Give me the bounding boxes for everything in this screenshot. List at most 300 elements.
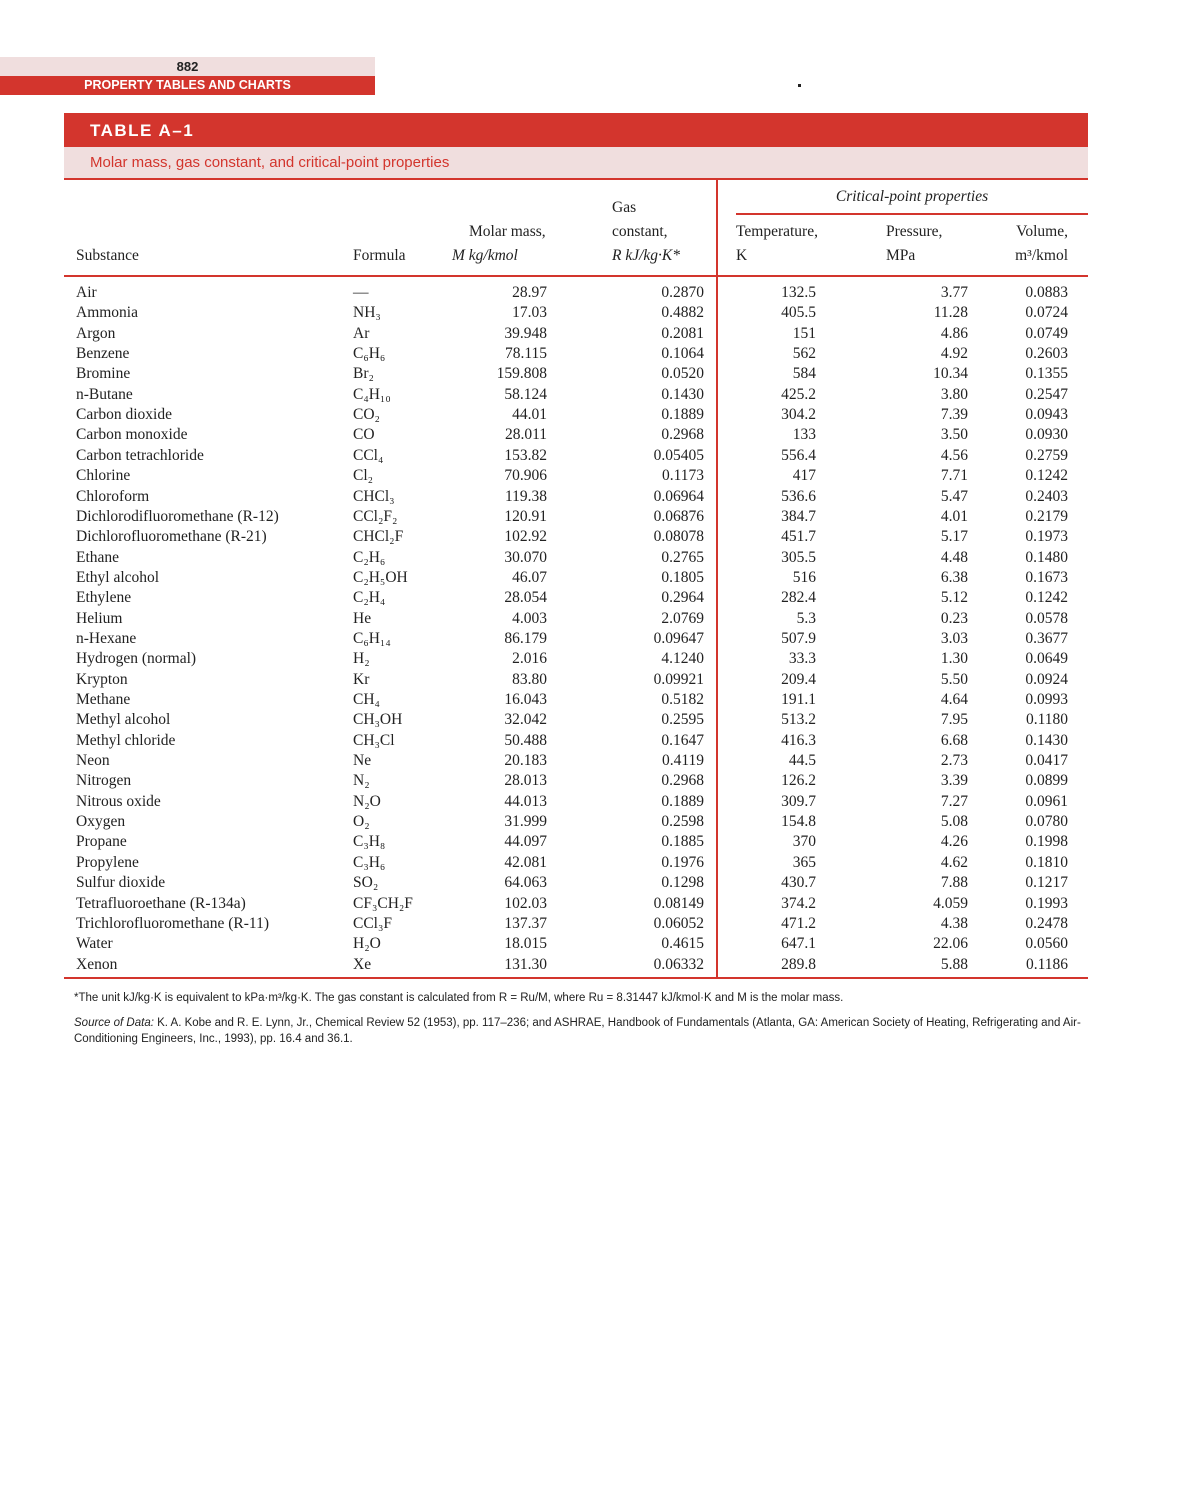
cell-temperature: 425.2 [781, 385, 816, 403]
table-row [64, 629, 1088, 649]
cell-substance: n-Butane [76, 385, 133, 403]
table-row [64, 710, 1088, 730]
cell-substance: Krypton [76, 670, 128, 688]
cell-volume: 0.0578 [1025, 609, 1068, 627]
cell-pressure: 5.08 [940, 813, 968, 831]
cell-substance: Bromine [76, 365, 131, 383]
source-note [74, 1015, 1084, 1047]
cell-volume: 0.1430 [1025, 731, 1068, 749]
table-row [64, 446, 1088, 466]
cell-volume: 0.2403 [1025, 487, 1068, 505]
cell-volume: 0.1355 [1025, 365, 1068, 383]
cell-formula: CCl₂F₂ [353, 507, 398, 525]
cell-temperature: 132.5 [781, 284, 816, 301]
cell-temperature: 430.7 [781, 874, 816, 892]
cell-molar-mass: 58.124 [504, 385, 547, 403]
cell-gas-constant: 0.1298 [661, 874, 704, 892]
cell-pressure: 4.86 [940, 324, 968, 342]
unit-note: *The unit kJ/kg·K is equivalent to kPa·m³/kg·K. The gas constant is calculated from R = Ru/M, where Ru = 8.31447 kJ/kmol·K and M is the molar mass. [74, 992, 844, 1004]
table-row [64, 792, 1088, 812]
cell-pressure: 22.06 [933, 935, 968, 953]
cell-substance: Oxygen [76, 813, 126, 831]
cell-formula: C₂H₅OH [353, 568, 408, 586]
cell-molar-mass: 83.80 [512, 670, 547, 688]
cell-formula: CHCl₂F [353, 528, 404, 546]
cell-temperature: 647.1 [781, 935, 816, 953]
cell-substance: Benzene [76, 345, 130, 363]
cell-pressure: 3.50 [940, 426, 968, 444]
cell-substance: Propane [76, 833, 127, 851]
cell-volume: 0.1180 [1025, 711, 1068, 729]
cell-gas-constant: 0.1647 [661, 731, 704, 749]
cell-substance: Argon [76, 324, 116, 342]
table-row [64, 649, 1088, 669]
cell-gas-constant: 0.1064 [661, 345, 704, 363]
table-row [64, 873, 1088, 893]
source-label: Source of Data: [74, 1017, 154, 1029]
cell-pressure: 4.92 [940, 345, 968, 363]
cell-gas-constant: 0.1976 [661, 853, 704, 871]
cell-temperature: 289.8 [781, 955, 816, 973]
table-row [64, 853, 1088, 873]
cell-formula: He [353, 609, 372, 627]
cell-volume: 0.0883 [1025, 284, 1068, 301]
table-row [64, 832, 1088, 852]
cell-substance: Methyl chloride [76, 731, 176, 749]
cell-molar-mass: 42.081 [504, 853, 547, 871]
table-row [64, 731, 1088, 751]
cell-substance: Propylene [76, 853, 139, 871]
cell-temperature: 417 [792, 467, 816, 485]
table-row [64, 914, 1088, 934]
cell-volume: 0.1998 [1025, 833, 1068, 851]
cell-gas-constant: 0.5182 [661, 691, 704, 708]
cell-formula: CCl₄ [353, 446, 384, 464]
cell-gas-constant: 0.06332 [653, 955, 704, 973]
cell-formula: Xe [353, 955, 372, 973]
cell-pressure: 4.01 [940, 507, 968, 525]
cell-pressure: 7.27 [940, 792, 968, 810]
cell-gas-constant: 4.1240 [661, 650, 704, 668]
cell-pressure: 6.68 [940, 731, 968, 749]
cell-substance: Chlorine [76, 467, 131, 485]
cell-gas-constant: 0.1430 [661, 385, 704, 403]
cell-temperature: 304.2 [781, 406, 816, 424]
cell-molar-mass: 64.063 [504, 874, 547, 892]
table-row [64, 690, 1088, 710]
cell-pressure: 4.059 [933, 894, 968, 912]
cell-volume: 0.0417 [1025, 752, 1068, 770]
cell-formula: NH₃ [353, 304, 381, 322]
cell-molar-mass: 39.948 [504, 324, 547, 342]
cell-temperature: 374.2 [781, 894, 816, 912]
cell-gas-constant: 0.4882 [661, 304, 704, 322]
cell-temperature: 451.7 [781, 528, 816, 546]
cell-molar-mass: 159.808 [496, 365, 547, 383]
cell-molar-mass: 86.179 [504, 629, 547, 647]
cell-substance: Ethane [76, 548, 120, 566]
cell-substance: Sulfur dioxide [76, 874, 166, 892]
cell-substance: Ethyl alcohol [76, 568, 160, 586]
cell-volume: 0.1242 [1025, 467, 1068, 485]
cell-molar-mass: 16.043 [504, 691, 547, 708]
cell-formula: H₂ [353, 650, 370, 668]
cell-volume: 0.0993 [1025, 691, 1068, 708]
cell-substance: Carbon tetrachloride [76, 446, 204, 464]
cell-molar-mass: 119.38 [504, 487, 547, 505]
cell-gas-constant: 0.2598 [661, 813, 704, 831]
cell-formula: Cl₂ [353, 467, 374, 485]
cell-volume: 0.0924 [1025, 670, 1068, 688]
cell-temperature: 365 [792, 853, 816, 871]
cell-substance: Nitrous oxide [76, 792, 161, 810]
cell-volume: 0.1810 [1025, 853, 1068, 871]
cell-gas-constant: 0.1885 [661, 833, 704, 851]
column-divider [716, 180, 718, 275]
property-table [64, 113, 1088, 979]
cell-temperature: 471.2 [781, 914, 816, 932]
cell-formula: O₂ [353, 813, 370, 831]
cell-volume: 0.2547 [1025, 385, 1068, 403]
cell-substance: Dichlorodifluoromethane (R-12) [76, 507, 279, 525]
cell-volume: 0.1242 [1025, 589, 1068, 607]
cell-formula: C₆H₆ [353, 345, 386, 363]
cell-formula: C₂H₆ [353, 548, 386, 566]
cell-temperature: 309.7 [781, 792, 816, 810]
cell-formula: — [353, 284, 369, 301]
cell-temperature: 405.5 [781, 304, 816, 322]
cell-temperature: 191.1 [781, 691, 816, 708]
cell-formula: CO₂ [353, 406, 380, 424]
cell-formula: H₂O [353, 935, 381, 953]
cell-formula: C₃H₈ [353, 833, 386, 851]
table-row [64, 527, 1088, 547]
cell-gas-constant: 0.05405 [653, 446, 704, 464]
cell-gas-constant: 0.2081 [661, 324, 704, 342]
cell-molar-mass: 28.011 [504, 426, 547, 444]
cell-molar-mass: 131.30 [504, 955, 547, 973]
cell-substance: Carbon monoxide [76, 426, 188, 444]
cell-molar-mass: 18.015 [504, 935, 547, 953]
cell-gas-constant: 0.06876 [653, 507, 704, 525]
cell-substance: Carbon dioxide [76, 406, 172, 424]
cell-gas-constant: 0.08149 [653, 894, 704, 912]
cell-substance: Helium [76, 609, 123, 627]
cell-molar-mass: 137.37 [504, 914, 547, 932]
cell-pressure: 5.17 [940, 528, 968, 546]
cell-pressure: 4.56 [940, 446, 968, 464]
header-gas-2: constant, [612, 223, 668, 240]
cell-gas-constant: 0.1889 [661, 792, 704, 810]
cell-pressure: 2.73 [940, 752, 968, 770]
cell-temperature: 133 [792, 426, 816, 444]
cell-volume: 0.2603 [1025, 345, 1068, 363]
cell-pressure: 3.03 [940, 629, 968, 647]
cell-formula: Kr [353, 670, 370, 688]
cell-pressure: 5.47 [940, 487, 968, 505]
cell-formula: C₄H₁₀ [353, 385, 391, 403]
cell-substance: Xenon [76, 955, 118, 973]
cell-molar-mass: 70.906 [504, 467, 547, 485]
cell-temperature: 507.9 [781, 629, 816, 647]
column-headers [64, 180, 1088, 277]
cell-gas-constant: 0.4119 [661, 752, 704, 770]
table-row [64, 303, 1088, 323]
table-title: TABLE A–1 [64, 113, 1088, 147]
cell-gas-constant: 0.2968 [661, 426, 704, 444]
table-row [64, 344, 1088, 364]
cell-substance: Nitrogen [76, 772, 132, 790]
cell-substance: Methyl alcohol [76, 711, 171, 729]
cell-pressure: 7.95 [940, 711, 968, 729]
cell-formula: CH₃OH [353, 711, 403, 729]
cell-pressure: 3.39 [940, 772, 968, 790]
cell-molar-mass: 46.07 [512, 568, 547, 586]
table-row [64, 934, 1088, 954]
table-row [64, 507, 1088, 527]
critical-header-rule [736, 213, 1088, 215]
cell-gas-constant: 0.2968 [661, 772, 704, 790]
table-row [64, 771, 1088, 791]
cell-gas-constant: 0.06964 [653, 487, 704, 505]
dot-mark [798, 84, 801, 87]
cell-gas-constant: 0.1889 [661, 406, 704, 424]
cell-volume: 0.0560 [1025, 935, 1068, 953]
cell-temperature: 5.3 [796, 609, 816, 627]
cell-formula: CHCl₃ [353, 487, 395, 505]
cell-molar-mass: 2.016 [512, 650, 547, 668]
cell-substance: Dichlorofluoromethane (R-21) [76, 528, 267, 546]
cell-volume: 0.1993 [1025, 894, 1068, 912]
cell-gas-constant: 0.06052 [653, 914, 704, 932]
table-row [64, 405, 1088, 425]
cell-molar-mass: 28.013 [504, 772, 547, 790]
cell-pressure: 3.80 [940, 385, 968, 403]
cell-volume: 0.1673 [1025, 568, 1068, 586]
cell-pressure: 7.88 [940, 874, 968, 892]
cell-molar-mass: 20.183 [504, 752, 547, 770]
cell-pressure: 10.34 [933, 365, 968, 383]
footnotes [74, 990, 1084, 1056]
cell-formula: C₆H₁₄ [353, 629, 391, 647]
cell-temperature: 151 [792, 324, 816, 342]
table-row [64, 955, 1088, 975]
cell-volume: 0.1973 [1025, 528, 1068, 546]
cell-formula: Ne [353, 752, 372, 770]
cell-gas-constant: 2.0769 [661, 609, 704, 627]
cell-gas-constant: 0.4615 [661, 935, 704, 953]
cell-molar-mass: 4.003 [512, 609, 547, 627]
cell-molar-mass: 44.013 [504, 792, 547, 810]
cell-molar-mass: 44.01 [512, 406, 547, 424]
cell-temperature: 305.5 [781, 548, 816, 566]
cell-substance: Tetrafluoroethane (R-134a) [76, 894, 246, 912]
cell-volume: 0.0930 [1025, 426, 1068, 444]
cell-volume: 0.2179 [1025, 507, 1068, 525]
cell-molar-mass: 78.115 [504, 345, 547, 363]
cell-temperature: 536.6 [781, 487, 816, 505]
cell-substance: Air [76, 284, 97, 301]
cell-molar-mass: 28.97 [512, 284, 547, 301]
cell-volume: 0.0749 [1025, 324, 1068, 342]
header-molar-mass-1: Molar mass, [469, 223, 546, 240]
cell-temperature: 416.3 [781, 731, 816, 749]
cell-formula: Br₂ [353, 365, 374, 383]
cell-substance: Neon [76, 752, 110, 770]
cell-temperature: 556.4 [781, 446, 816, 464]
cell-pressure: 5.12 [940, 589, 968, 607]
cell-molar-mass: 32.042 [504, 711, 547, 729]
cell-temperature: 154.8 [781, 813, 816, 831]
table-row [64, 609, 1088, 629]
table-row [64, 751, 1088, 771]
cell-volume: 0.2759 [1025, 446, 1068, 464]
cell-volume: 0.0780 [1025, 813, 1068, 831]
table-row [64, 812, 1088, 832]
page-number: 882 [0, 57, 375, 76]
header-pressure-2: MPa [886, 247, 916, 264]
table-row [64, 283, 1088, 303]
header-temperature-2: K [736, 247, 748, 264]
cell-formula: CO [353, 426, 375, 444]
cell-gas-constant: 0.09921 [653, 670, 704, 688]
table-row [64, 670, 1088, 690]
table-body [64, 277, 1088, 979]
cell-formula: CF₃CH₂F [353, 894, 413, 912]
cell-volume: 0.1217 [1025, 874, 1068, 892]
cell-substance: Hydrogen (normal) [76, 650, 197, 668]
header-volume-1: Volume, [1016, 223, 1068, 240]
cell-formula: CCl₃F [353, 914, 393, 932]
cell-substance: Trichlorofluoromethane (R-11) [76, 914, 269, 932]
header-molar-mass-2: M kg/kmol [452, 247, 518, 264]
cell-pressure: 7.39 [940, 406, 968, 424]
table-row [64, 425, 1088, 445]
cell-gas-constant: 0.0520 [661, 365, 704, 383]
cell-pressure: 0.23 [940, 609, 968, 627]
cell-formula: N₂O [353, 792, 381, 810]
cell-volume: 0.3677 [1025, 629, 1068, 647]
cell-pressure: 4.26 [940, 833, 968, 851]
cell-substance: n-Hexane [76, 629, 137, 647]
cell-temperature: 513.2 [781, 711, 816, 729]
table-row [64, 324, 1088, 344]
cell-molar-mass: 102.92 [504, 528, 547, 546]
cell-volume: 0.0961 [1025, 792, 1068, 810]
table-row [64, 385, 1088, 405]
header-gas-3: R kJ/kg·K* [612, 247, 681, 264]
header-formula: Formula [353, 247, 406, 264]
cell-formula: SO₂ [353, 874, 379, 892]
page-header [0, 57, 375, 95]
cell-temperature: 282.4 [781, 589, 816, 607]
cell-molar-mass: 28.054 [504, 589, 547, 607]
header-volume-2: m³/kmol [1015, 247, 1068, 264]
cell-volume: 0.0649 [1025, 650, 1068, 668]
cell-volume: 0.0724 [1025, 304, 1068, 322]
critical-point-header: Critical-point properties [835, 188, 989, 205]
cell-temperature: 126.2 [781, 772, 816, 790]
cell-substance: Ethylene [76, 589, 132, 607]
header-pressure-1: Pressure, [886, 223, 943, 240]
cell-temperature: 209.4 [781, 670, 816, 688]
cell-gas-constant: 0.2765 [661, 548, 704, 566]
cell-formula: C₃H₆ [353, 853, 386, 871]
cell-pressure: 6.38 [940, 568, 968, 586]
cell-molar-mass: 31.999 [504, 813, 547, 831]
cell-pressure: 11.28 [933, 304, 968, 322]
table-row [64, 466, 1088, 486]
cell-temperature: 33.3 [788, 650, 816, 668]
table-row [64, 364, 1088, 384]
cell-volume: 0.0943 [1025, 406, 1068, 424]
cell-pressure: 4.62 [940, 853, 968, 871]
cell-molar-mass: 153.82 [504, 446, 547, 464]
cell-pressure: 4.64 [940, 691, 968, 708]
table-row [64, 548, 1088, 568]
cell-substance: Chloroform [76, 487, 150, 505]
table-subtitle: Molar mass, gas constant, and critical-point properties [64, 147, 1088, 180]
cell-molar-mass: 30.070 [504, 548, 547, 566]
cell-temperature: 584 [792, 365, 816, 383]
cell-gas-constant: 0.2870 [661, 284, 704, 301]
cell-volume: 0.2478 [1025, 914, 1068, 932]
cell-molar-mass: 50.488 [504, 731, 547, 749]
cell-gas-constant: 0.09647 [653, 629, 704, 647]
cell-volume: 0.0899 [1025, 772, 1068, 790]
table-row [64, 588, 1088, 608]
cell-pressure: 4.48 [940, 548, 968, 566]
cell-pressure: 5.88 [940, 955, 968, 973]
cell-substance: Water [76, 935, 113, 953]
header-gas-1: Gas [612, 199, 637, 216]
cell-formula: CH₃Cl [353, 731, 395, 749]
cell-molar-mass: 102.03 [504, 894, 547, 912]
cell-molar-mass: 44.097 [504, 833, 547, 851]
cell-gas-constant: 0.1805 [661, 568, 704, 586]
cell-volume: 0.1186 [1025, 955, 1068, 973]
cell-pressure: 3.77 [940, 284, 968, 301]
source-text: K. A. Kobe and R. E. Lynn, Jr., Chemical Review 52 (1953), pp. 117–236; and ASHRAE, Handbook of Fundamentals (Atlanta, GA: American Society of Heating, Refrigerating and Air-Conditioning Engineers, Inc., 1993), pp. 16.4 and 36.1. [74, 1017, 1081, 1045]
cell-molar-mass: 17.03 [512, 304, 547, 322]
cell-formula: N₂ [353, 772, 370, 790]
cell-pressure: 4.38 [940, 914, 968, 932]
table-row [64, 487, 1088, 507]
header-substance: Substance [76, 247, 139, 264]
cell-molar-mass: 120.91 [504, 507, 547, 525]
cell-formula: CH₄ [353, 691, 380, 708]
cell-temperature: 384.7 [781, 507, 816, 525]
cell-substance: Ammonia [76, 304, 138, 322]
cell-temperature: 562 [792, 345, 816, 363]
section-title: PROPERTY TABLES AND CHARTS [0, 76, 375, 95]
cell-gas-constant: 0.2595 [661, 711, 704, 729]
table-row [64, 568, 1088, 588]
cell-gas-constant: 0.1173 [661, 467, 704, 485]
cell-temperature: 44.5 [788, 752, 816, 770]
cell-temperature: 370 [792, 833, 816, 851]
cell-pressure: 1.30 [940, 650, 968, 668]
cell-gas-constant: 0.2964 [661, 589, 704, 607]
cell-formula: Ar [353, 324, 370, 342]
cell-pressure: 7.71 [940, 467, 968, 485]
cell-gas-constant: 0.08078 [653, 528, 704, 546]
cell-volume: 0.1480 [1025, 548, 1068, 566]
cell-temperature: 516 [792, 568, 816, 586]
cell-formula: C₂H₄ [353, 589, 386, 607]
cell-pressure: 5.50 [940, 670, 968, 688]
header-temperature-1: Temperature, [736, 223, 818, 240]
